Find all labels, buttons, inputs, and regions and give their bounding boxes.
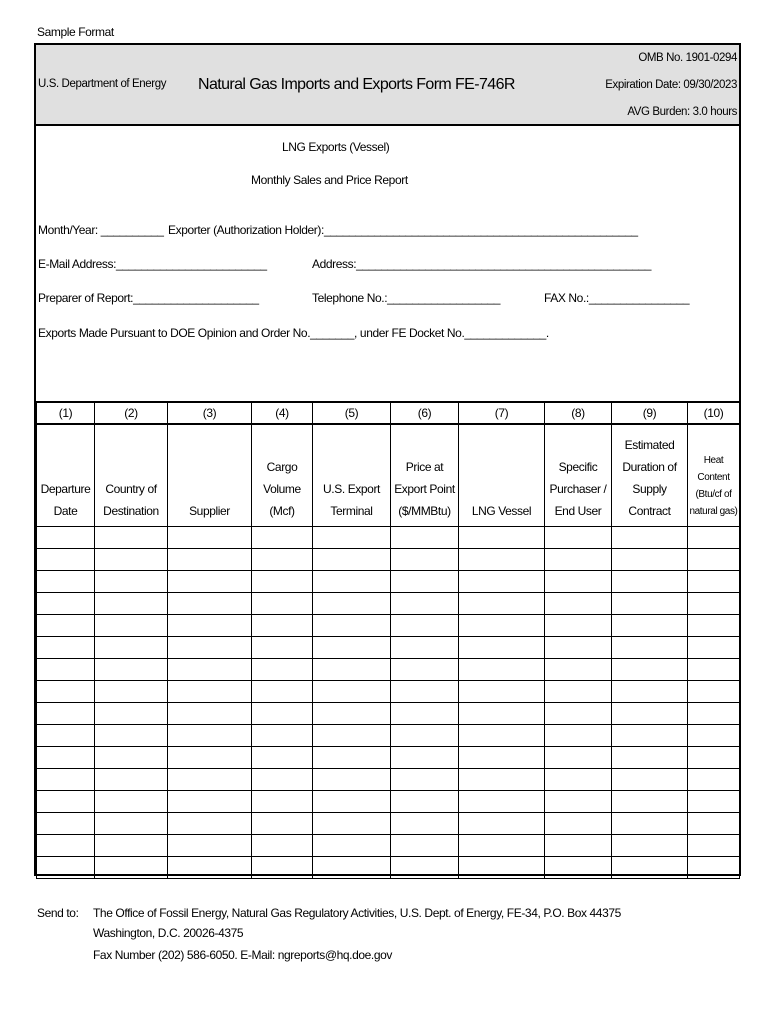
entry-cell[interactable] xyxy=(612,549,688,571)
entry-cell[interactable] xyxy=(612,725,688,747)
entry-cell[interactable] xyxy=(37,659,95,681)
entry-cell[interactable] xyxy=(252,769,313,791)
entry-cell[interactable] xyxy=(391,527,459,549)
column-header xyxy=(252,424,313,527)
table-row xyxy=(37,791,740,813)
entry-cell[interactable] xyxy=(95,681,168,703)
column-number: (8) xyxy=(545,402,612,424)
column-header-line: (Mcf) xyxy=(269,504,295,518)
entry-cell[interactable] xyxy=(391,637,459,659)
entry-cell[interactable] xyxy=(545,615,612,637)
send-to-line-1: The Office of Fossil Energy, Natural Gas Regulatory Activities, U.S. Dept. of Energy, FE-34, P.O. Box 44375 xyxy=(93,906,621,920)
column-number-row xyxy=(37,402,740,424)
entry-cell[interactable] xyxy=(95,835,168,857)
column-header-line: Terminal xyxy=(330,504,373,518)
entry-cell[interactable] xyxy=(252,791,313,813)
column-header-line: ($/MMBtu) xyxy=(398,504,451,518)
entry-cell[interactable] xyxy=(313,835,391,857)
column-header-line: Volume xyxy=(263,482,301,496)
entry-cell[interactable] xyxy=(313,549,391,571)
entry-cell[interactable] xyxy=(688,681,740,703)
column-header-line: Supplier xyxy=(189,504,230,518)
entry-cell[interactable] xyxy=(612,703,688,725)
entry-cell[interactable] xyxy=(168,769,252,791)
exporter-field[interactable]: Exporter (Authorization Holder):__________________________________________________ xyxy=(168,223,638,237)
table-row xyxy=(37,857,740,879)
entry-cell[interactable] xyxy=(391,813,459,835)
entry-cell[interactable] xyxy=(612,813,688,835)
entry-cell[interactable] xyxy=(95,593,168,615)
column-header-line: Specific xyxy=(558,460,598,474)
column-header xyxy=(391,424,459,527)
entry-cell[interactable] xyxy=(252,813,313,835)
entry-cell[interactable] xyxy=(688,527,740,549)
column-header xyxy=(612,424,688,527)
entry-cell[interactable] xyxy=(168,615,252,637)
entry-cell[interactable] xyxy=(313,571,391,593)
table-row xyxy=(37,549,740,571)
table-row xyxy=(37,769,740,791)
entry-cell[interactable] xyxy=(313,637,391,659)
column-header-line: Departure xyxy=(40,482,91,496)
address-field[interactable]: Address:_______________________________________________ xyxy=(312,257,652,271)
entry-cell[interactable] xyxy=(545,813,612,835)
entry-cell[interactable] xyxy=(391,835,459,857)
entry-cell[interactable] xyxy=(391,549,459,571)
table-row xyxy=(37,593,740,615)
entry-cell[interactable] xyxy=(545,681,612,703)
column-header xyxy=(545,424,612,527)
entry-cell[interactable] xyxy=(459,747,545,769)
column-header-row xyxy=(37,424,740,527)
table-row xyxy=(37,835,740,857)
entry-cell[interactable] xyxy=(313,857,391,879)
entry-cell[interactable] xyxy=(612,791,688,813)
entry-cell[interactable] xyxy=(37,571,95,593)
entry-cell[interactable] xyxy=(252,593,313,615)
column-header-line: Contract xyxy=(628,504,671,518)
send-to-line-2: Washington, D.C. 20026-4375 xyxy=(93,926,244,940)
entry-cell[interactable] xyxy=(688,549,740,571)
form-title: Natural Gas Imports and Exports Form FE-746R xyxy=(198,76,515,93)
column-header xyxy=(168,424,252,527)
entry-cell[interactable] xyxy=(612,593,688,615)
avg-burden: AVG Burden: 3.0 hours xyxy=(627,106,737,118)
entry-cell[interactable] xyxy=(688,813,740,835)
entry-cell[interactable] xyxy=(545,659,612,681)
entry-cell[interactable] xyxy=(459,549,545,571)
entry-cell[interactable] xyxy=(37,703,95,725)
entry-cell[interactable] xyxy=(95,703,168,725)
column-header xyxy=(37,424,95,527)
entry-cell[interactable] xyxy=(168,659,252,681)
column-number: (9) xyxy=(612,402,688,424)
entry-cell[interactable] xyxy=(37,725,95,747)
entry-cell[interactable] xyxy=(545,571,612,593)
column-header-line: Purchaser / xyxy=(549,482,607,496)
table-row xyxy=(37,659,740,681)
column-header-line: natural gas) xyxy=(689,506,738,517)
email-field[interactable]: E-Mail Address:________________________ xyxy=(38,257,267,271)
entry-cell[interactable] xyxy=(313,527,391,549)
entry-cell[interactable] xyxy=(688,571,740,593)
column-header-line: U.S. Export xyxy=(323,482,380,496)
entry-cell[interactable] xyxy=(168,527,252,549)
entry-cell[interactable] xyxy=(168,637,252,659)
sample-format-label: Sample Format xyxy=(37,25,114,39)
table-row xyxy=(37,681,740,703)
entry-cell[interactable] xyxy=(459,857,545,879)
column-header-line: End User xyxy=(554,504,602,518)
column-header-line: Export Point xyxy=(394,482,455,496)
entry-cell[interactable] xyxy=(95,615,168,637)
entry-cell[interactable] xyxy=(688,615,740,637)
entry-cell[interactable] xyxy=(391,571,459,593)
pursuant-statement[interactable]: Exports Made Pursuant to DOE Opinion and Order No._______, under FE Docket No._____________. xyxy=(38,326,549,340)
entry-cell[interactable] xyxy=(688,747,740,769)
entry-cell[interactable] xyxy=(459,593,545,615)
entry-cell[interactable] xyxy=(459,659,545,681)
entry-cell[interactable] xyxy=(252,637,313,659)
entry-cell[interactable] xyxy=(459,791,545,813)
month-year-field[interactable]: Month/Year: __________ xyxy=(38,223,164,237)
entry-cell[interactable] xyxy=(37,857,95,879)
entry-cell[interactable] xyxy=(391,593,459,615)
entry-cell[interactable] xyxy=(545,703,612,725)
entry-cell[interactable] xyxy=(313,615,391,637)
table-row xyxy=(37,813,740,835)
entry-cell[interactable] xyxy=(545,835,612,857)
entry-cell[interactable] xyxy=(95,549,168,571)
entry-cell[interactable] xyxy=(37,637,95,659)
form-header xyxy=(36,45,739,126)
entry-cell[interactable] xyxy=(252,527,313,549)
entry-cell[interactable] xyxy=(459,769,545,791)
entry-cell[interactable] xyxy=(545,549,612,571)
fax-field[interactable]: FAX No.:________________ xyxy=(544,291,690,305)
report-name: Monthly Sales and Price Report xyxy=(251,173,408,187)
entry-cell[interactable] xyxy=(688,769,740,791)
form-frame xyxy=(34,43,741,876)
column-header-line: Supply xyxy=(632,482,667,496)
entry-cell[interactable] xyxy=(391,681,459,703)
column-number: (1) xyxy=(37,402,95,424)
entry-cell[interactable] xyxy=(545,769,612,791)
entry-cell[interactable] xyxy=(252,571,313,593)
entry-cell[interactable] xyxy=(459,835,545,857)
entry-cell[interactable] xyxy=(688,791,740,813)
entry-cell[interactable] xyxy=(95,659,168,681)
table-row xyxy=(37,615,740,637)
entry-cell[interactable] xyxy=(95,527,168,549)
entry-cell[interactable] xyxy=(459,527,545,549)
entry-cell[interactable] xyxy=(37,747,95,769)
entry-cell[interactable] xyxy=(545,791,612,813)
entry-cell[interactable] xyxy=(168,813,252,835)
entry-cell[interactable] xyxy=(459,615,545,637)
column-header-line: Estimated xyxy=(624,438,675,452)
exports-table xyxy=(36,401,740,879)
entry-cell[interactable] xyxy=(545,857,612,879)
table-row xyxy=(37,637,740,659)
entry-cell[interactable] xyxy=(168,725,252,747)
entry-cell[interactable] xyxy=(391,769,459,791)
entry-cell[interactable] xyxy=(688,659,740,681)
department-name: U.S. Department of Energy xyxy=(38,78,167,90)
entry-cell[interactable] xyxy=(313,747,391,769)
entry-cell[interactable] xyxy=(313,769,391,791)
entry-cell[interactable] xyxy=(459,703,545,725)
entry-cell[interactable] xyxy=(612,615,688,637)
table-row xyxy=(37,571,740,593)
column-header-line: Date xyxy=(53,504,78,518)
entry-cell[interactable] xyxy=(545,747,612,769)
column-header-line: Duration of xyxy=(622,460,677,474)
column-number: (3) xyxy=(168,402,252,424)
entry-cell[interactable] xyxy=(612,681,688,703)
column-header xyxy=(313,424,391,527)
preparer-field[interactable]: Preparer of Report:____________________ xyxy=(38,291,259,305)
entry-cell[interactable] xyxy=(168,549,252,571)
column-number: (10) xyxy=(688,402,740,424)
entry-cell[interactable] xyxy=(688,637,740,659)
entry-cell[interactable] xyxy=(313,725,391,747)
column-number: (4) xyxy=(252,402,313,424)
column-header-line: Cargo xyxy=(266,460,298,474)
report-info-section xyxy=(36,126,739,401)
entry-cell[interactable] xyxy=(252,681,313,703)
entry-cell[interactable] xyxy=(545,593,612,615)
entry-cell[interactable] xyxy=(688,703,740,725)
column-header xyxy=(688,424,740,527)
entry-cell[interactable] xyxy=(313,593,391,615)
column-number: (5) xyxy=(313,402,391,424)
omb-number: OMB No. 1901-0294 xyxy=(638,52,737,64)
table-row xyxy=(37,725,740,747)
table-row xyxy=(37,747,740,769)
entry-cell[interactable] xyxy=(37,681,95,703)
entry-cell[interactable] xyxy=(612,527,688,549)
entry-cell[interactable] xyxy=(313,659,391,681)
entry-cell[interactable] xyxy=(391,659,459,681)
column-number: (6) xyxy=(391,402,459,424)
entry-cell[interactable] xyxy=(37,615,95,637)
entry-cell[interactable] xyxy=(252,549,313,571)
column-header xyxy=(95,424,168,527)
entry-cell[interactable] xyxy=(612,835,688,857)
entry-cell[interactable] xyxy=(95,769,168,791)
column-header-line: LNG Vessel xyxy=(471,504,532,518)
entry-cell[interactable] xyxy=(168,703,252,725)
send-to-label: Send to: xyxy=(37,906,79,920)
entry-cell[interactable] xyxy=(313,681,391,703)
entry-cell[interactable] xyxy=(168,747,252,769)
entry-cell[interactable] xyxy=(313,813,391,835)
entry-cell[interactable] xyxy=(459,725,545,747)
column-header xyxy=(459,424,545,527)
table-row xyxy=(37,527,740,549)
entry-cell[interactable] xyxy=(545,725,612,747)
entry-cell[interactable] xyxy=(612,769,688,791)
entry-cell[interactable] xyxy=(391,703,459,725)
entry-cell[interactable] xyxy=(252,835,313,857)
entry-cell[interactable] xyxy=(612,747,688,769)
entry-cell[interactable] xyxy=(37,835,95,857)
entry-cell[interactable] xyxy=(95,637,168,659)
expiration-date: Expiration Date: 09/30/2023 xyxy=(605,79,737,91)
column-header-line: (Btu/cf of xyxy=(695,489,732,500)
send-to-line-3: Fax Number (202) 586-6050. E-Mail: ngreports@hq.doe.gov xyxy=(93,948,393,962)
entry-cell[interactable] xyxy=(95,571,168,593)
entry-cell[interactable] xyxy=(459,637,545,659)
entry-cell[interactable] xyxy=(391,615,459,637)
column-header-line: Country of xyxy=(105,482,157,496)
entry-cell[interactable] xyxy=(252,747,313,769)
entry-cell[interactable] xyxy=(37,593,95,615)
entry-cell[interactable] xyxy=(168,857,252,879)
entry-cell[interactable] xyxy=(391,791,459,813)
entry-cell[interactable] xyxy=(95,791,168,813)
report-subtitle: LNG Exports (Vessel) xyxy=(282,140,390,154)
entry-cell[interactable] xyxy=(252,659,313,681)
entry-cell[interactable] xyxy=(168,791,252,813)
entry-cell[interactable] xyxy=(612,571,688,593)
entry-cell[interactable] xyxy=(168,835,252,857)
table-row xyxy=(37,703,740,725)
entry-cell[interactable] xyxy=(252,857,313,879)
entry-cell[interactable] xyxy=(459,681,545,703)
entry-cell[interactable] xyxy=(688,593,740,615)
entry-cell[interactable] xyxy=(612,659,688,681)
entry-cell[interactable] xyxy=(459,813,545,835)
entry-cell[interactable] xyxy=(545,637,612,659)
entry-cell[interactable] xyxy=(688,835,740,857)
entry-cell[interactable] xyxy=(37,527,95,549)
entry-cell[interactable] xyxy=(612,857,688,879)
entry-cell[interactable] xyxy=(37,791,95,813)
entry-cell[interactable] xyxy=(391,725,459,747)
column-header-line: Price at xyxy=(405,460,444,474)
column-number: (7) xyxy=(459,402,545,424)
entry-cell[interactable] xyxy=(95,747,168,769)
entry-cell[interactable] xyxy=(252,703,313,725)
entry-cell[interactable] xyxy=(391,857,459,879)
column-number: (2) xyxy=(95,402,168,424)
entry-cell[interactable] xyxy=(168,593,252,615)
entry-cell[interactable] xyxy=(37,549,95,571)
entry-cell[interactable] xyxy=(252,615,313,637)
entry-cell[interactable] xyxy=(459,571,545,593)
entry-cell[interactable] xyxy=(37,813,95,835)
entry-cell[interactable] xyxy=(545,527,612,549)
entry-cell[interactable] xyxy=(252,725,313,747)
entry-cell[interactable] xyxy=(313,703,391,725)
entry-cell[interactable] xyxy=(168,681,252,703)
telephone-field[interactable]: Telephone No.:__________________ xyxy=(312,291,501,305)
entry-cell[interactable] xyxy=(688,725,740,747)
column-header-line: Destination xyxy=(103,504,159,518)
entry-cell[interactable] xyxy=(37,769,95,791)
entry-cell[interactable] xyxy=(688,857,740,879)
entry-cell[interactable] xyxy=(391,747,459,769)
entry-cell[interactable] xyxy=(168,571,252,593)
entry-cell[interactable] xyxy=(95,725,168,747)
entry-cell[interactable] xyxy=(95,813,168,835)
entry-cell[interactable] xyxy=(95,857,168,879)
column-header-line: Heat Content xyxy=(697,455,730,483)
entry-cell[interactable] xyxy=(313,791,391,813)
entry-cell[interactable] xyxy=(612,637,688,659)
